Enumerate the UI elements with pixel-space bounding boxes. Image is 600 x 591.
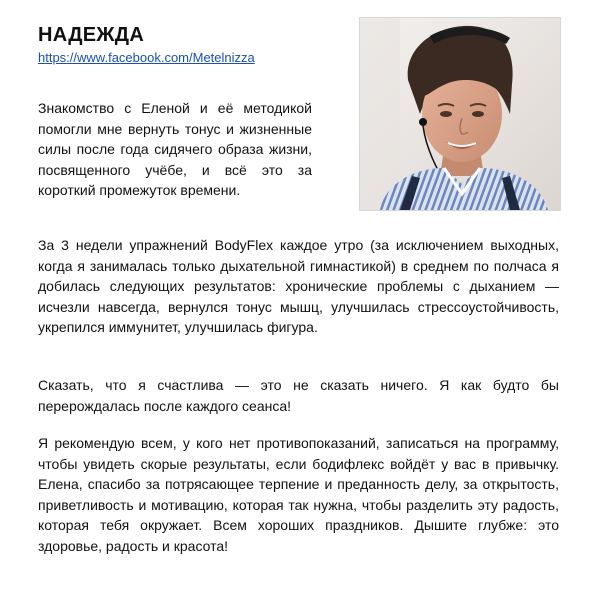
portrait-photo [359,17,561,211]
recommendation-paragraph: Я рекомендую всем, у кого нет противопоказаний, записаться на программу, чтобы увидеть скорые результаты, если бодифлекс войдёт у вас в привычку. Елена, спасибо за потрясающее терпение и преданность делу, за открытость, приветливость и мотивацию, которая так нужна, чтобы разделить эту радость, которая тебя окружает. Всем хороших праздников. Дышите глубже: это здоровье, радость и красота! [38,435,559,554]
happiness-paragraph: Сказать, что я счастлива — это не сказать ничего. Я как будто бы перерождалась после каждого сеанса! [38,377,559,414]
facebook-link[interactable]: https://www.facebook.com/Metelnizza [38,50,255,65]
intro-paragraph: Знакомство с Еленой и её методикой помогли мне вернуть тонус и жизненные силы после года сидячего образа жизни, посвященного учёбе, и всё это за короткий промежуток времени. [38,100,312,198]
woman-portrait-icon [360,18,560,210]
person-name: НАДЕЖДА [38,24,145,46]
results-paragraph: За 3 недели упражнений BodyFlex каждое утро (за исключением выходных, когда я занималась только дыхательной гимнастикой) в среднем по полчаса я добилась следующих результатов: хронические проблемы с дыханием — исчезли навсегда, вернулся тонус мышц, улучшилась стрессоустойчивость, укрепился иммунитет, улучшилась фигура. [38,237,559,335]
